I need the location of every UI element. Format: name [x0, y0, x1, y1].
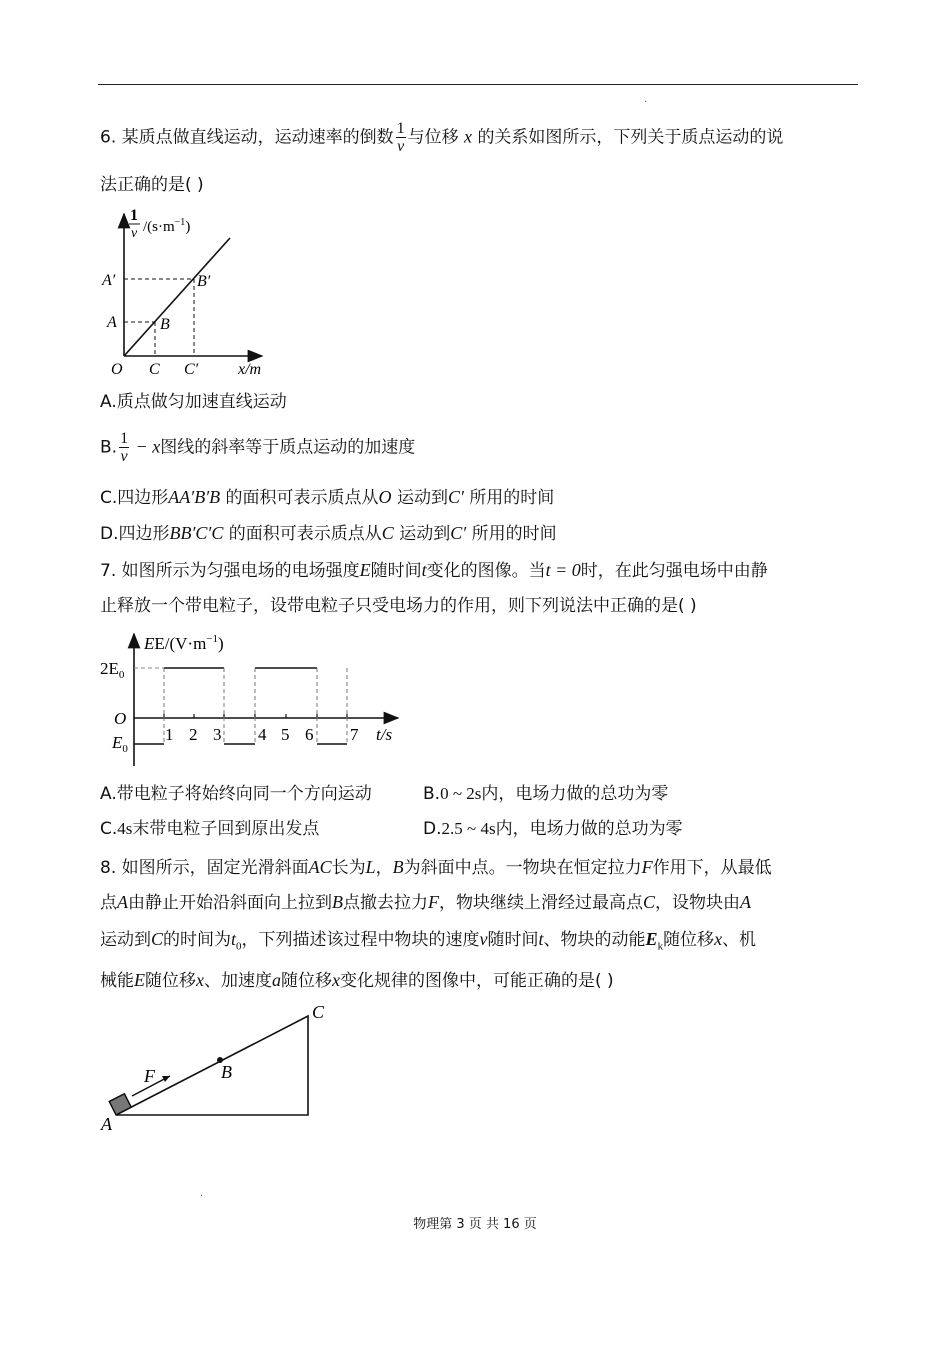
q8-stem-line3: 运动到C的时间为$t_0$，下列描述该过程中物块的速度v随时间t、物块的动能$E_k$随位移x、机 — [100, 929, 757, 953]
q8-label-F: F — [144, 1066, 155, 1086]
svg-text:2: 2 — [189, 725, 198, 744]
q7-graph — [98, 628, 408, 770]
q7-option-b: B.0 ~ 2s内，电场力做的总功为零 — [423, 784, 669, 804]
q8-block — [109, 1094, 131, 1115]
q6-option-d: D.四边形BB′C′C 的面积可表示质点从C 运动到C′ 所用的时间 — [100, 523, 557, 544]
q7-xticks — [165, 725, 359, 744]
svg-text:7: 7 — [350, 725, 359, 744]
svg-text:4: 4 — [258, 725, 267, 744]
q7-xlabel: t/s — [376, 725, 393, 744]
svg-text:5: 5 — [281, 725, 290, 744]
q6-option-c: C.四边形AA′B′B 的面积可表示质点从O 运动到C′ 所用的时间 — [100, 487, 555, 508]
q6-tick-C2: C′ — [184, 361, 199, 378]
q6-fraction: $\frac{1}{v}$ — [396, 120, 405, 155]
q6-tick-A: A — [107, 314, 117, 331]
q8-stem-line1: 8. 如图所示，固定光滑斜面AC长为L，B为斜面中点。一物块在恒定拉力F作用下，从最低 — [100, 857, 772, 878]
q6-text: 6. 某质点做直线运动，运动速率的倒数 — [100, 127, 394, 148]
q8-stem-line4: 械能E随位移x、加速度a随位移x变化规律的图像中，可能正确的是( ) — [100, 970, 614, 991]
q7-stem-line1: 7. 如图所示为匀强电场的电场强度E随时间t变化的图像。当t = 0时，在此匀强电场中由静 — [100, 560, 768, 581]
q6-point-B2: B′ — [197, 273, 211, 290]
q7-option-a: A.带电粒子将始终向同一个方向运动 — [100, 784, 372, 804]
q7-option-d: D.2.5 ~ 4s内，电场力做的总功为零 — [423, 819, 683, 839]
q6-xlabel: x/m — [238, 361, 262, 378]
q7-stem-line2: 止释放一个带电粒子，设带电粒子只受电场力的作用，则下列说法中正确的是( ) — [100, 596, 697, 616]
q6-stem-line1: 6. 某质点做直线运动，运动速率的倒数 $\frac{1}{v}$ 与位移 x 的关系如图所示，下列关于质点运动的说 — [100, 120, 784, 155]
q7-ylabel: $EE/(V\cdot m^{-1})$ — [144, 633, 224, 653]
q6-line — [124, 238, 230, 356]
q6-tick-C: C — [149, 361, 160, 378]
q8-label-B: B — [221, 1062, 232, 1082]
q8-stem-line2: 点A由静止开始沿斜面向上拉到B点撤去拉力F，物块继续上滑经过最高点C，设物块由A — [100, 892, 752, 913]
q8-label-A: A — [101, 1114, 112, 1134]
q6-stem-line2: 法正确的是( ) — [100, 175, 204, 195]
page-footer: 物理第 3 页 共 16 页 — [413, 1217, 537, 1232]
q6-option-b: B. $\frac{1}{v}$ − x图线的斜率等于质点运动的加速度 — [100, 430, 416, 465]
q6-graph — [98, 206, 278, 378]
q6-ylabel-unit: $/(s\cdot m^{-1})$ — [143, 217, 191, 235]
q8-label-C: C — [312, 1002, 325, 1022]
q7-ytick-E0: $E_0$ — [112, 733, 128, 755]
q6-option-a: A.质点做匀加速直线运动 — [100, 392, 287, 412]
q7-ytick-2E0: $2E_0$ — [100, 659, 125, 681]
svg-text:6: 6 — [305, 725, 314, 744]
q7-origin: O — [114, 709, 127, 728]
q6-ylabel-num: 1 — [130, 207, 138, 224]
q6-ylabel-den: v — [131, 226, 138, 241]
svg-text:3: 3 — [213, 725, 222, 744]
scan-dot-2: . — [200, 1188, 204, 1199]
q8-incline-figure — [98, 1000, 338, 1135]
svg-text:1: 1 — [165, 725, 174, 744]
header-rule — [98, 84, 858, 85]
q6-origin: O — [111, 361, 123, 378]
q6-tick-A2: A′ — [102, 272, 116, 289]
q6-point-B: B — [160, 316, 170, 333]
q7-option-c: C.4s末带电粒子回到原出发点 — [100, 819, 320, 839]
scan-dot: . — [644, 94, 648, 105]
